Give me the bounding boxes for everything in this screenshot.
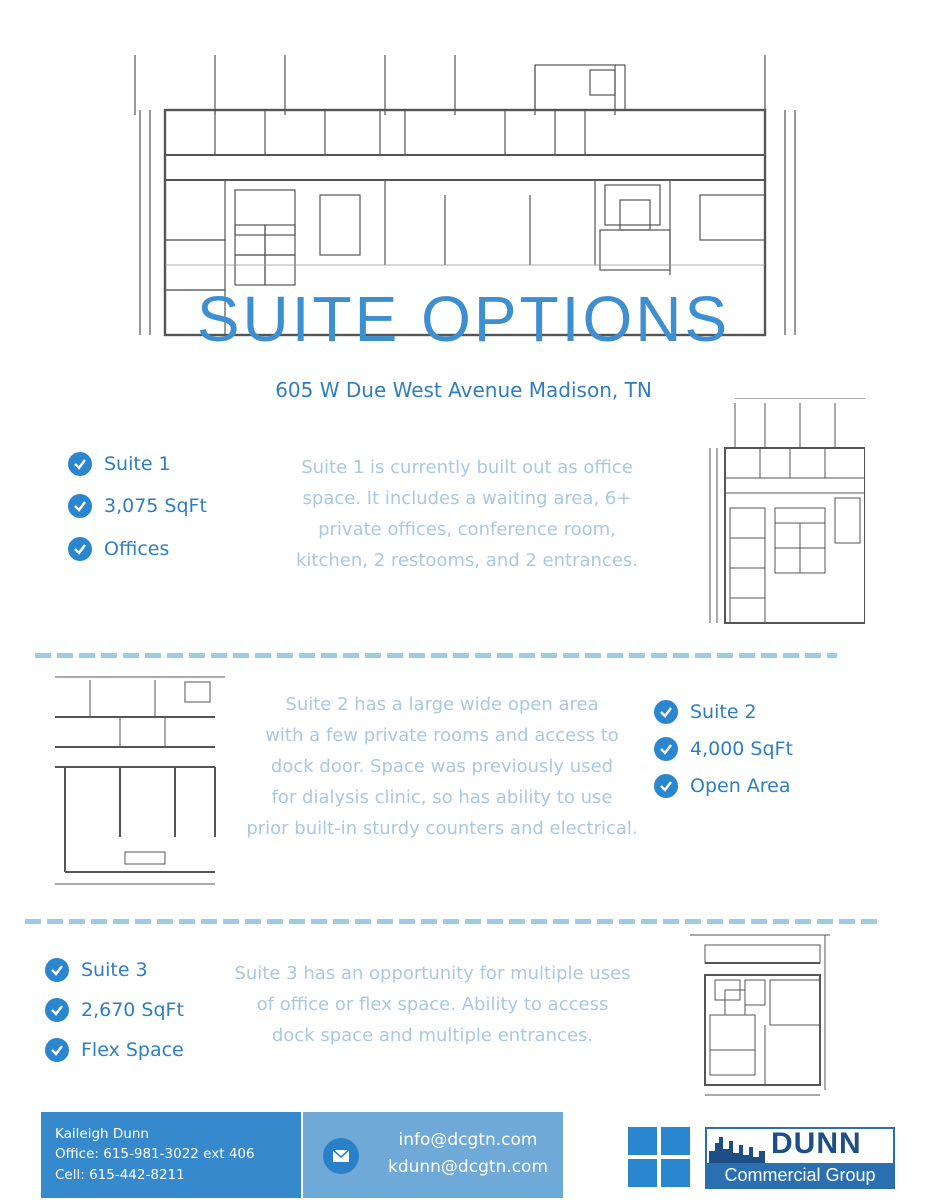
check-circle-icon [654,700,678,724]
suite1-feature-name [68,452,171,476]
envelope-icon [323,1138,359,1174]
logo-subtitle: Commercial Group [707,1163,893,1187]
suite2-feature-size [654,737,793,761]
company-logo [628,1127,898,1189]
feature-label: Suite 2 [690,701,757,723]
suite3-floor-plan [685,930,835,1105]
suite2-floor-plan [55,672,225,894]
description-line: dock space and multiple entrances. [271,1025,594,1046]
suite2-feature-type [654,774,791,798]
suite2-description [222,689,662,844]
description-line: Suite 2 has a large wide open area [285,694,599,715]
feature-label: Suite 1 [104,453,171,475]
suite1-floor-plan [705,398,865,628]
description-line: of office or flex space. Ability to access [256,994,609,1015]
feature-label: Flex Space [81,1039,184,1061]
check-circle-icon [45,958,69,982]
logo-squares-icon [628,1127,692,1189]
feature-label: 2,670 SqFt [81,999,184,1021]
feature-label: Suite 3 [81,959,148,981]
check-circle-icon [68,452,92,476]
suite1-description [262,452,672,576]
check-circle-icon [68,537,92,561]
description-line: dock door. Space was previously used [270,756,614,777]
logo-wordmark [705,1127,895,1189]
office-phone[interactable]: Office: 615-981-3022 ext 406 [55,1146,255,1162]
email-link-kdunn[interactable]: kdunn@dcgtn.com [387,1157,549,1177]
page-title: SUITE OPTIONS [196,283,731,355]
check-circle-icon [45,1038,69,1062]
feature-label: 3,075 SqFt [104,495,207,517]
skyline-icon [709,1133,769,1163]
property-address: 605 W Due West Avenue Madison, TN [275,378,652,402]
feature-label: 4,000 SqFt [690,738,793,760]
contact-name: Kaileigh Dunn [55,1126,149,1142]
description-line: Suite 1 is currently built out as office [301,457,633,478]
description-line: private offices, conference room, [318,519,616,540]
feature-label: Offices [104,538,170,560]
suite1-feature-size [68,494,207,518]
description-line: with a few private rooms and access to [265,725,619,746]
check-circle-icon [654,774,678,798]
email-card [303,1112,563,1198]
section-divider [25,919,880,924]
description-line: Suite 3 has an opportunity for multiple uses [234,963,631,984]
feature-label: Open Area [690,775,791,797]
description-line: space. It includes a waiting area, 6+ [302,488,632,509]
check-circle-icon [68,494,92,518]
email-link-info[interactable]: info@dcgtn.com [398,1130,538,1150]
suite2-feature-name [654,700,757,724]
section-divider [35,653,837,658]
description-line: kitchen, 2 restooms, and 2 entrances. [296,550,638,571]
suite3-feature-size [45,998,184,1022]
description-line: prior built-in sturdy counters and electrical. [246,818,638,839]
description-line: for dialysis clinic, so has ability to use [271,787,613,808]
check-circle-icon [45,998,69,1022]
cell-phone[interactable]: Cell: 615-442-8211 [55,1167,185,1183]
suite1-feature-type [68,537,169,561]
suite3-feature-name [45,958,148,982]
check-circle-icon [654,737,678,761]
suite3-description [205,958,660,1051]
suite3-feature-type [45,1038,184,1062]
logo-name: DUNN [771,1127,862,1160]
contact-card [41,1112,301,1198]
